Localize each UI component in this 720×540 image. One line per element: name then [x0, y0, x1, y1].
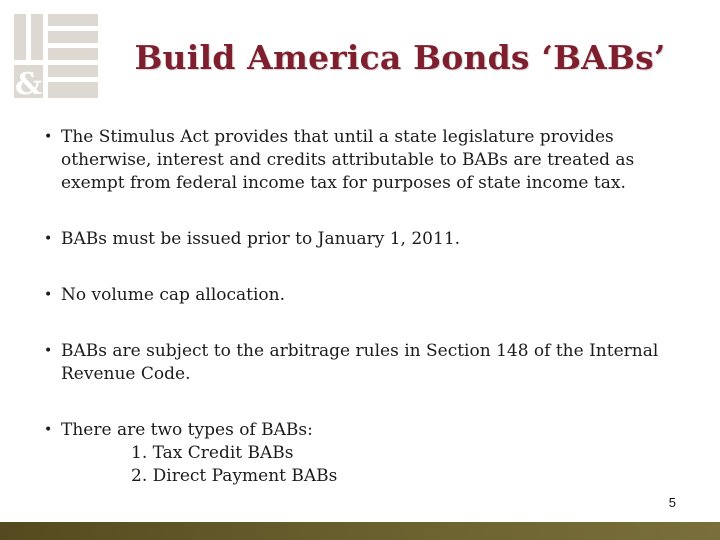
bab-type-item: 1. Tax Credit BABs — [131, 443, 294, 463]
bullet-list — [44, 126, 684, 488]
bullet-text: The Stimulus Act provides that until a state legislature provides otherwise, interest and credits attributable to BABs are treated as exempt from federal income tax for purposes of state income tax. — [61, 127, 635, 193]
bullet-item — [44, 228, 684, 251]
slide-title: Build America Bonds ‘BABs’ — [134, 38, 666, 77]
page-number: 5 — [668, 495, 676, 510]
svg-text:&: & — [14, 67, 43, 98]
bullet-item — [44, 340, 684, 386]
bullet-item — [44, 126, 684, 195]
bullet-dot-icon: • — [44, 287, 53, 303]
bullet-text: BABs must be issued prior to January 1, 2011. — [61, 229, 461, 249]
bullet-item — [44, 284, 684, 307]
bullet-item — [44, 419, 684, 488]
bullet-text: BABs are subject to the arbitrage rules in Section 148 of the Internal Revenue Code. — [61, 341, 659, 384]
bullet-text: There are two types of BABs: — [61, 420, 313, 440]
bullet-dot-icon: • — [44, 422, 53, 438]
bullet-dot-icon: • — [44, 231, 53, 247]
bab-types-list — [61, 442, 684, 488]
bab-type-item: 2. Direct Payment BABs — [131, 466, 338, 486]
bullet-text: No volume cap allocation. — [61, 285, 286, 305]
footer-bar — [0, 522, 720, 540]
bullet-dot-icon: • — [44, 343, 53, 359]
bullet-dot-icon: • — [44, 129, 53, 145]
